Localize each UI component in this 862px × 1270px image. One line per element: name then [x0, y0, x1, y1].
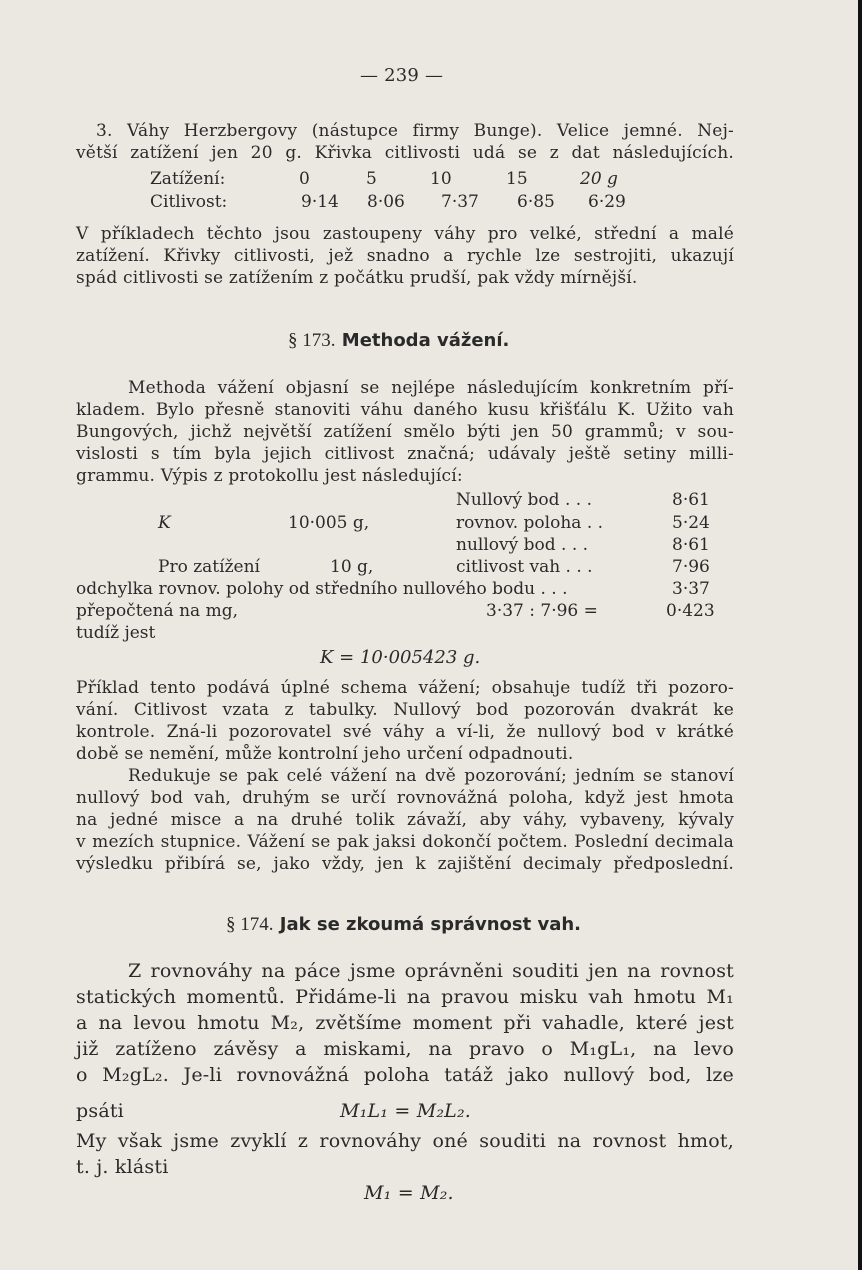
- protocol-label: tudíž jest: [76, 623, 156, 643]
- protocol-amount: 10 g,: [330, 557, 374, 577]
- text-line: t. j. klásti: [76, 1156, 169, 1178]
- protocol-calc: 3·37 : 7·96 =: [486, 601, 598, 621]
- protocol-value: 0·423: [666, 601, 715, 621]
- text-line: statických momentů. Přidáme-li na pravou misku vah hmotu M₁: [76, 986, 734, 1008]
- section-title: Methoda vážení.: [341, 330, 510, 351]
- text-line: vání. Citlivost vzata z tabulky. Nullový bod pozorován dvakrát ke: [76, 700, 734, 720]
- protocol-value: 8·61: [672, 490, 710, 510]
- section-number: § 174.: [226, 914, 274, 935]
- section-heading-173: [288, 330, 509, 352]
- page-number: — 239 —: [360, 65, 444, 86]
- text-line: spád citlivosti se zatížením z počátku prudší, pak vždy mírnější.: [76, 268, 638, 288]
- protocol-desc: nullový bod . . .: [456, 535, 589, 555]
- protocol-amount: 10·005 g,: [288, 513, 370, 533]
- section-title: Jak se zkoumá správnost vah.: [279, 914, 582, 935]
- protocol-desc: Nullový bod . . .: [456, 490, 592, 510]
- text-line: Redukuje se pak celé vážení na dvě pozorování; jedním se stanoví: [128, 766, 734, 786]
- protocol-symbol: K: [158, 513, 171, 533]
- protocol-result: K = 10·005423 g.: [320, 647, 481, 668]
- table-label: Zatížení:: [150, 169, 226, 189]
- text-line: na jedné misce a na druhé tolik závaží, aby váhy, vybaveny, kývaly: [76, 810, 734, 830]
- table-cell: 9·14: [301, 192, 339, 212]
- text-line: Příklad tento podává úplné schema vážení; obsahuje tudíž tři pozoro-: [76, 678, 734, 698]
- table-cell: 15: [506, 169, 528, 189]
- text-line: nullový bod vah, druhým se určí rovnovážná poloha, když jest hmota: [76, 788, 734, 808]
- text-line: o M₂gL₂. Je-li rovnovážná poloha tatáž jako nullový bod, lze: [76, 1064, 734, 1086]
- text-line: již zatíženo závěsy a miskami, na pravo o M₁gL₁, na levo: [76, 1038, 734, 1060]
- text-line: kladem. Bylo přesně stanoviti váhu daného kusu křišťálu K. Užito vah: [76, 400, 734, 420]
- protocol-label: přepočtená na mg,: [76, 601, 238, 621]
- text-line: grammu. Výpis z protokollu jest následující:: [76, 466, 463, 486]
- text-line: výsledku přibírá se, jako vždy, jen k zajištění decimaly předposlední.: [76, 854, 734, 874]
- section-heading-174: [226, 914, 581, 936]
- page-edge-shadow: [858, 0, 862, 1270]
- formula: M₁ = M₂.: [364, 1182, 454, 1204]
- formula: M₁L₁ = M₂L₂.: [340, 1100, 472, 1122]
- table-cell: 5: [366, 169, 377, 189]
- protocol-desc: citlivost vah . . .: [456, 557, 593, 577]
- text-line: větší zatížení jen 20 g. Křivka citlivosti udá se z dat následujících.: [76, 143, 734, 163]
- protocol-desc: rovnov. poloha . .: [456, 513, 604, 533]
- table-cell: 8·06: [367, 192, 405, 212]
- text-line: zatížení. Křivky citlivosti, jež snadno a rychle lze sestrojiti, ukazují: [76, 246, 734, 266]
- text-line: My však jsme zvyklí z rovnováhy oné souditi na rovnost hmot,: [76, 1130, 734, 1152]
- protocol-value: 8·61: [672, 535, 710, 555]
- text-line: době se nemění, může kontrolní jeho určení odpadnouti.: [76, 744, 574, 764]
- table-cell: 6·29: [588, 192, 626, 212]
- text-line: a na levou hmotu M₂, zvětšíme moment při vahadle, které jest: [76, 1012, 734, 1034]
- text-line: v mezích stupnice. Vážení se pak jaksi dokončí počtem. Poslední decimala: [76, 832, 734, 852]
- section-number: § 173.: [288, 330, 336, 351]
- text-line: Bungových, jichž největší zatížení smělo býti jen 50 grammů; v sou-: [76, 422, 734, 442]
- table-cell: 6·85: [517, 192, 555, 212]
- text-line: 3. Váhy Herzbergovy (nástupce firmy Bunge). Velice jemné. Nej-: [96, 121, 734, 141]
- protocol-value: 7·96: [672, 557, 710, 577]
- text-line: Methoda vážení objasní se nejlépe následujícím konkretním pří-: [128, 378, 734, 398]
- protocol-value: 3·37: [672, 579, 710, 599]
- table-label: Citlivost:: [150, 192, 228, 212]
- text-line: psáti: [76, 1100, 124, 1122]
- table-cell: 7·37: [441, 192, 479, 212]
- table-cell: 0: [299, 169, 310, 189]
- text-line: vislosti s tím byla jejich citlivost značná; udávaly ještě setiny milli-: [76, 444, 734, 464]
- protocol-label: odchylka rovnov. polohy od středního nullového bodu . . .: [76, 579, 568, 599]
- text-line: kontrole. Zná-li pozorovatel své váhy a ví-li, že nullový bod v krátké: [76, 722, 734, 742]
- table-cell: 10: [430, 169, 452, 189]
- text-line: Z rovnováhy na páce jsme oprávněni souditi jen na rovnost: [128, 960, 734, 982]
- protocol-value: 5·24: [672, 513, 710, 533]
- protocol-label: Pro zatížení: [158, 557, 260, 577]
- table-cell: 20 g: [580, 169, 618, 189]
- text-line: V příkladech těchto jsou zastoupeny váhy pro velké, střední a malé: [76, 224, 734, 244]
